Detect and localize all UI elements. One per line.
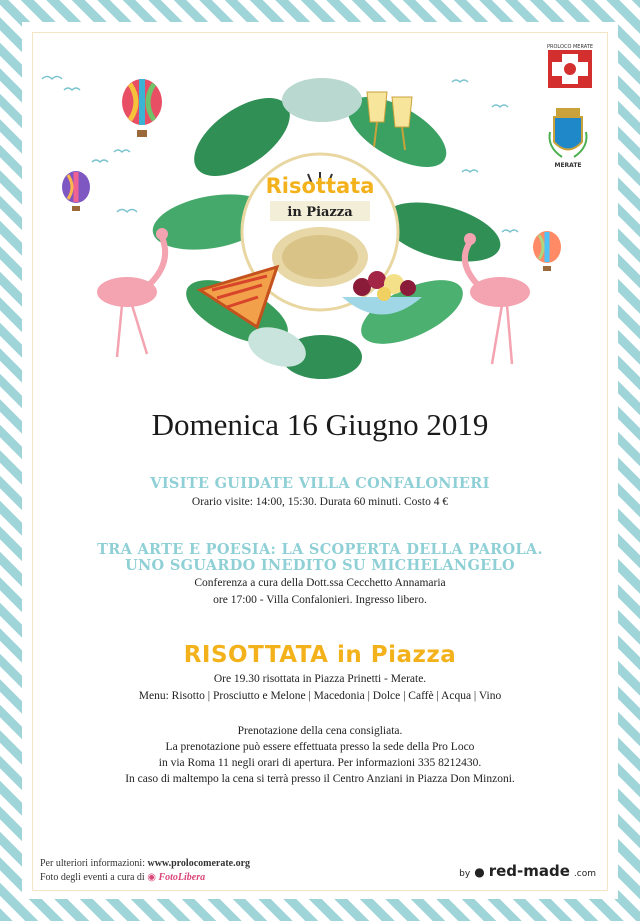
proloco-logo-label: PROLOCO MERATE <box>547 44 593 50</box>
section-risottata-title: RISOTTATA in Piazza <box>183 642 457 668</box>
footer-credit <box>459 862 596 880</box>
footer-photo-label: Foto degli eventi a cura di <box>40 872 145 883</box>
footer-by: by <box>459 869 471 879</box>
footer-brand: red-made <box>488 862 570 880</box>
section-conference-title-line1: TRA ARTE E POESIA: LA SCOPERTA DELLA PAROLA. <box>97 541 543 558</box>
hot-air-balloon-icon <box>533 231 561 271</box>
footer-photo-brand: FotoLibera <box>158 872 206 883</box>
merate-crest-label: MERATE <box>554 162 582 169</box>
section-risottata-menu: Menu: Risotto | Prosciutto e Melone | Macedonia | Dolce | Caffè | Acqua | Vino <box>138 690 502 702</box>
event-date: Domenica 16 Giugno 2019 <box>151 407 489 442</box>
section-conference-line: ore 17:00 - Villa Confalonieri. Ingresso libero. <box>213 594 427 606</box>
footer-photo-line <box>40 871 250 885</box>
footer-info-line <box>40 857 250 871</box>
footer-info-label: Per ulteriori informazioni: <box>40 858 145 869</box>
section-conference-title-line2: UNO SGUARDO INEDITO SU MICHELANGELO <box>125 557 515 574</box>
flamingo-icon <box>97 228 168 357</box>
flame-icon: ● <box>474 865 485 879</box>
booking-line: in via Roma 11 negli orari di apertura. Per informazioni 335 8212430. <box>158 757 482 769</box>
camera-icon: ◉ <box>147 872 156 883</box>
footer-info-url[interactable]: www.prolocomerate.org <box>147 858 251 869</box>
footer-info <box>40 857 250 885</box>
section-risottata-line: Ore 19.30 risottata in Piazza Prinetti - Merate. <box>213 673 427 685</box>
event-logo-subtitle <box>270 201 370 221</box>
section-guided-tours-title: VISITE GUIDATE VILLA CONFALONIERI <box>150 475 490 492</box>
footer-brand-suffix: .com <box>573 869 596 879</box>
booking-line: Prenotazione della cena consigliata. <box>237 725 403 737</box>
event-logo-title: Risottata <box>265 174 375 198</box>
poster-card <box>22 22 618 899</box>
proloco-logo-icon <box>548 50 592 88</box>
hot-air-balloon-icon <box>122 79 162 137</box>
booking-line: La prenotazione può essere effettuata presso la sede della Pro Loco <box>165 741 475 753</box>
event-logo-subtitle-text: in Piazza <box>287 205 353 220</box>
section-conference-line: Conferenza a cura della Dott.ssa Cecchetto Annamaria <box>194 577 446 589</box>
hot-air-balloon-icon <box>62 171 90 211</box>
merate-crest-icon <box>550 108 587 157</box>
booking-line: In caso di maltempo la cena si terrà presso il Centro Anziani in Piazza Don Minzoni. <box>125 773 515 785</box>
section-guided-tours-line: Orario visite: 14:00, 15:30. Durata 60 minuti. Costo 4 € <box>191 496 449 508</box>
